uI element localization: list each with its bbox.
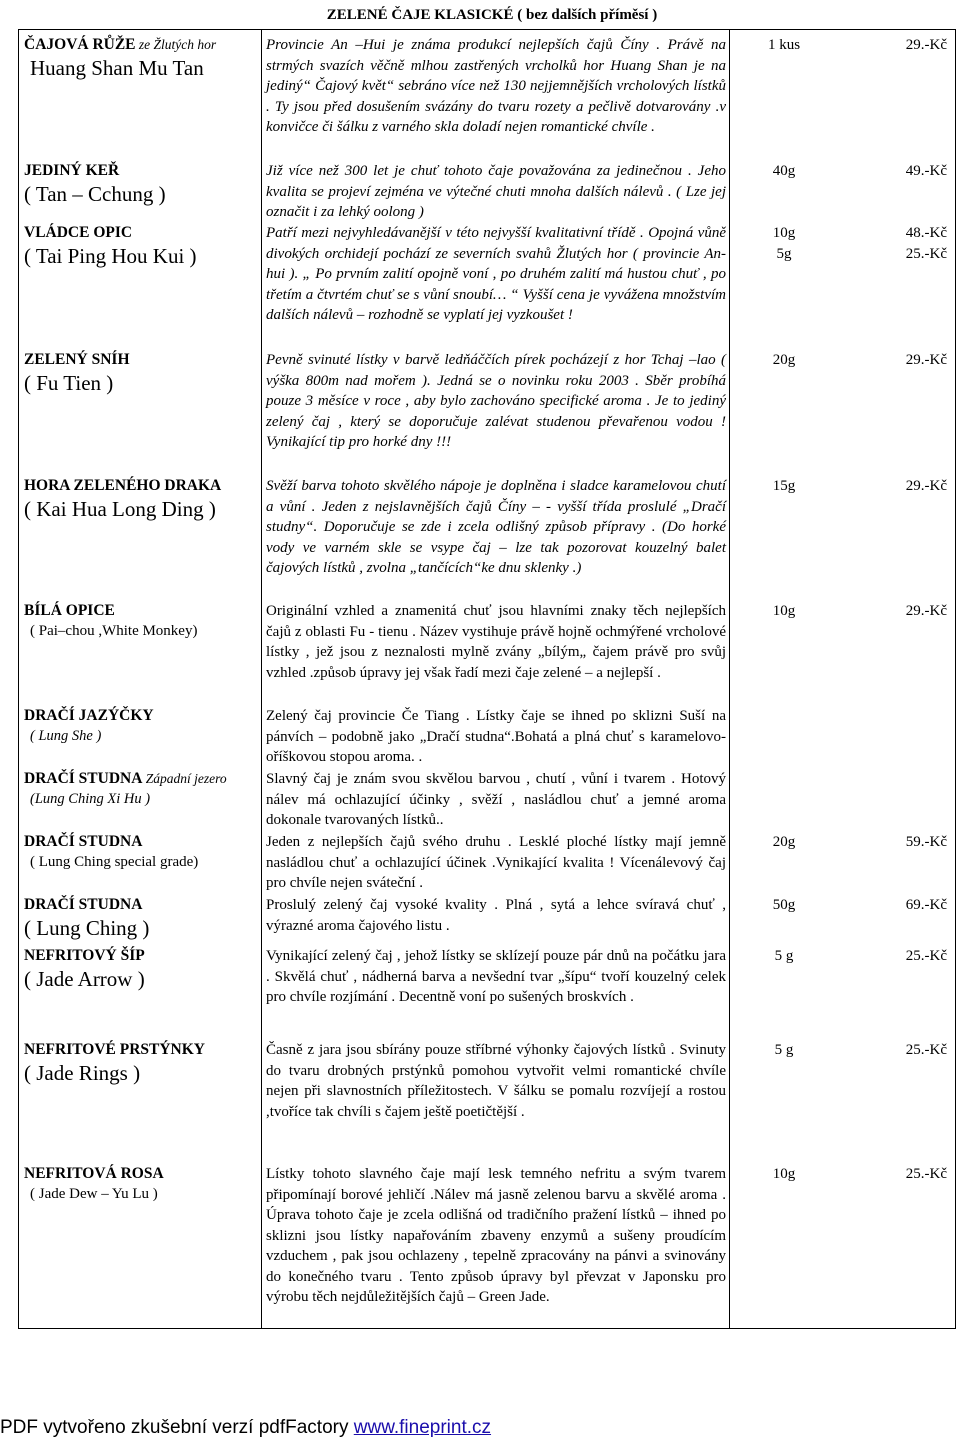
tea-description: Časně z jara jsou sbírány pouze stříbrné výhonky čajových lístků . Svinuty do tvaru drobných prstýnků pomohou vytvořit velmi romantické chvíle nejen při slavnostních příležitostech. V šálku se pomalu rozvíjejí a rostou ,tvoříce tak chvíli s čajem ještě poetičtější . [266, 1042, 726, 1120]
tea-name: ČAJOVÁ RŮŽE ze Žlutých hor [24, 36, 217, 53]
tea-subname: ( Lung Ching ) [24, 916, 150, 940]
tea-description: Originální vzhled a znamenitá chuť jsou hlavními znaky těch nejlepších čajů z oblasti Fu - tienu . Název vystihuje právě hojně ochmýřené vrcholové lístky , jež jsou z neznalosti mylně zvány „bílým„ čajem právě pro svůj vzhled .způsob úpravy jej však řadí mezi čaje zelené – a nejlepší . [266, 603, 726, 681]
tea-price: 29.-Kč [905, 352, 947, 368]
tea-subname: ( Jade Dew – Yu Lu ) [30, 1186, 158, 1202]
tea-quantity: 15g [772, 478, 796, 494]
tea-name-suffix: ze Žlutých hor [135, 37, 217, 52]
section-heading: ZELENÉ ČAJE KLASICKÉ ( bez dalších příměsí ) [326, 7, 658, 23]
tea-name-cell [24, 350, 260, 396]
tea-name-suffix: Západní jezero [142, 771, 227, 786]
tea-name: NEFRITOVÝ ŠÍP [24, 947, 145, 964]
tea-description: Jeden z nejlepších čajů svého druhu . Lesklé ploché lístky mají jemně nasládlou chuť a ochlazující účinek .Vynikající kvalita ! Vícenálevový čaj pro chvíle nejen sváteční . [266, 834, 726, 891]
tea-name-cell [24, 706, 260, 746]
tea-name: JEDINÝ KEŘ [24, 162, 120, 179]
tea-quantity: 40g [772, 163, 796, 179]
tea-quantity: 20g [772, 834, 796, 850]
tea-price: 25.-Kč [905, 948, 947, 964]
tea-name: NEFRITOVÁ ROSA [24, 1165, 164, 1182]
tea-price: 29.-Kč [905, 603, 947, 619]
tea-description: Pevně svinuté lístky v barvě ledňáččích pírek pocházejí z hor Tchaj –lao ( výška 800m nad mořem ). Jedná se o novinku roku 2003 . Sběr probíhá pouze 3 měsíce v roce , aby bylo zachováno specifické aroma . Je to jediný zelený čaj , který se doporučuje zalévat studenou převařenou vodou ! Vynikající tip pro horké dny !!! [266, 352, 726, 450]
tea-price: 25.-Kč [905, 1166, 947, 1182]
tea-name: DRAČÍ STUDNA [24, 833, 143, 850]
tea-name-cell [24, 35, 260, 81]
tea-quantity: 10g 5g [772, 225, 796, 262]
tea-quantity: 1 kus [767, 37, 801, 53]
tea-quantity: 10g [772, 1166, 796, 1182]
tea-name-cell [24, 601, 260, 641]
tea-name: ZELENÝ SNÍH [24, 351, 130, 368]
tea-description: Slavný čaj je znám svou skvělou barvou , chutí , vůní i tvarem . Hotový nálev má ochlazující účinky , svěží , nasládlou chuť a jemné aroma dokonale tvarovaných lístků.. [266, 771, 726, 828]
tea-subname: ( Jade Rings ) [24, 1061, 141, 1085]
tea-subname: ( Tan – Cchung ) [24, 182, 166, 206]
tea-description: Proslulý zelený čaj vysoké kvality . Plná , sytá a lehce svíravá chuť , výrazné aroma čajového listu . [266, 897, 726, 934]
pdf-watermark-footer [0, 1416, 960, 1440]
tea-name: NEFRITOVÉ PRSTÝNKY [24, 1041, 206, 1058]
tea-name-cell [24, 1040, 260, 1086]
tea-price: 59.-Kč [905, 834, 947, 850]
tea-subname: ( Pai–chou ,White Monkey) [30, 623, 198, 639]
tea-subname: ( Kai Hua Long Ding ) [24, 497, 216, 521]
tea-subname: ( Jade Arrow ) [24, 967, 145, 991]
tea-subname: Huang Shan Mu Tan [30, 56, 204, 80]
tea-description: Patří mezi nejvyhledávanější v této nejvyšší kvalitativní třídě . Opojná vůně divokých orchidejí pochází ze severních svahů Žlutých hor ( provincie An-hui ). „ Po prvním zalití opojně voní , po druhém zalití má hustou chuť , po třetím a čtvrtém chuť se s vůní snoubí… “ Vyšší cena je vyvážena množstvím dalších nálevů – rozhodně se vyplatí jej vyzkoušet ! [266, 225, 726, 323]
tea-subname: (Lung Ching Xi Hu ) [30, 791, 151, 807]
tea-subname: ( Lung She ) [30, 728, 102, 744]
tea-subname: ( Tai Ping Hou Kui ) [24, 244, 197, 268]
tea-subname: ( Lung Ching special grade) [30, 854, 199, 870]
tea-price: 49.-Kč [905, 163, 947, 179]
tea-description: Lístky tohoto slavného čaje mají lesk temného nefritu a svým tvarem připomínají borové jehličí .Nálev má jasně zelenou barvu a skvělé aroma . Úprava tohoto čaje je zcela odlišná od tradičního pražení lístků – ihned po sklizni jsou lístky napařováním zbaveny enzymů a sušeny proudícím vzduchem , pak jsou ochlazeny , tepelně zpracovány na pánvi a svinovány do konečného tvaru . Tento způsob úpravy byl převzat v Japonsku pro výrobu těch nejdůležitějších čajů – Green Jade. [266, 1166, 726, 1305]
tea-name-cell [24, 223, 260, 269]
tea-quantity: 5 g [774, 1042, 794, 1058]
tea-price-table [18, 29, 956, 1329]
tea-name-cell [24, 946, 260, 992]
tea-name: DRAČÍ JAZÝČKY [24, 707, 154, 724]
tea-description: Vynikající zelený čaj , jehož lístky se sklízejí pouze pár dnů na počátku jara . Skvělá chuť , nádherná barva a nevšední tvar „šípu“ tvoří kouzelný celek pro chvíle rozjímání . Decentně voní po sušených broskvích . [266, 948, 726, 1005]
column-divider [729, 30, 730, 1328]
tea-quantity: 5 g [774, 948, 794, 964]
tea-price: 25.-Kč [905, 1042, 947, 1058]
tea-name-cell [24, 832, 260, 872]
tea-name-cell [24, 161, 260, 207]
tea-name: VLÁDCE OPIC [24, 224, 133, 241]
footer-text: PDF vytvořeno zkušební verzí pdfFactory [0, 1417, 354, 1438]
tea-quantity: 50g [772, 897, 796, 913]
tea-name-cell [24, 769, 260, 809]
tea-description: Již více než 300 let je chuť tohoto čaje považována za jedinečnou . Jeho kvalita se projeví zejména ve výtečné chuti mnoha dalších nálevů . ( Lze jej označit i za lehký oolong ) [266, 163, 726, 220]
tea-name: DRAČÍ STUDNA [24, 896, 143, 913]
tea-name-cell [24, 1164, 260, 1204]
tea-name-cell [24, 895, 260, 941]
tea-name-cell [24, 476, 260, 522]
tea-name: BÍLÁ OPICE [24, 602, 115, 619]
column-divider [261, 30, 262, 1328]
footer-link[interactable]: www.fineprint.cz [353, 1417, 492, 1438]
tea-price: 48.-Kč 25.-Kč [905, 225, 947, 262]
tea-quantity: 10g [772, 603, 796, 619]
tea-price: 69.-Kč [905, 897, 947, 913]
tea-subname: ( Fu Tien ) [24, 371, 114, 395]
tea-description: Provincie An –Hui je známa produkcí nejlepších čajů Číny . Právě na strmých svazích věčně mlhou zastřených vrcholků hor Huang Shan je na jediný“ Čajový květ“ sebráno více než 130 nejjemnějších vrcholových lístků . Ty jsou před dosušením svázány do tvaru rozety a pečlivě dotvarovány .v konvičce či šálku z varného skla doladí nejen romantické chvíle . [266, 37, 726, 135]
tea-description: Svěží barva tohoto skvělého nápoje je doplněna i sladce karamelovou chutí a vůní . Jeden z nejslavnějších čajů Číny – - vyšší třída proslulé „Dračí studny“. Doporučuje se zde i zcela odlišný způsob přípravy . (Do horké vody ve varném skle se vsype čaj – lze tak pozorovat kouzelný balet čajových lístků , zvolna „tančících“ke dnu sklenky .) [266, 478, 726, 576]
tea-description: Zelený čaj provincie Če Tiang . Lístky čaje se ihned po sklizni Suší na pánvích – podobně jako „Dračí studna“.Bohatá a plná chuť s karamelovo-oříškovou stopou aroma. . [266, 708, 726, 765]
tea-name: DRAČÍ STUDNA Západní jezero [24, 770, 227, 787]
tea-price: 29.-Kč [905, 478, 947, 494]
tea-quantity: 20g [772, 352, 796, 368]
tea-name: HORA ZELENÉHO DRAKA [24, 477, 222, 494]
tea-price: 29.-Kč [905, 37, 947, 53]
